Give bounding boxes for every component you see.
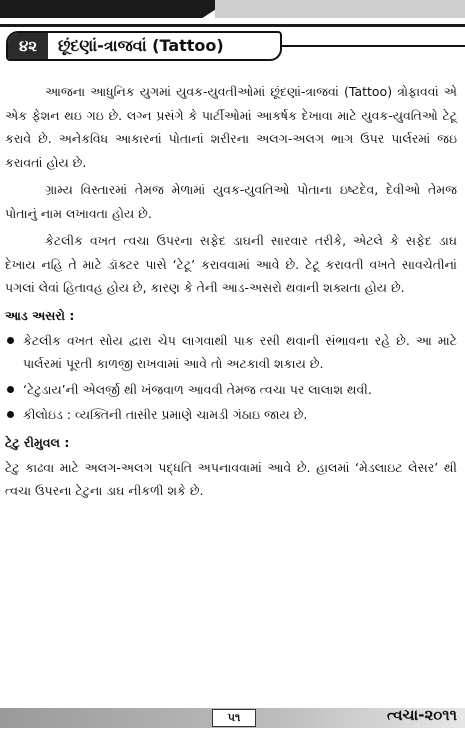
list-item-text: ‘ટેટુડાય’ની એલર્જી થી ખંજવાળ આવવી તેમજ ત્વચા પર લાલાશ થવી. <box>23 381 372 397</box>
paragraph-intro: આજના આધુનિક યુગમાં યુવક-યુવતીઓમાં છૂંદણાં-ત્રાજવાં (Tattoo) ત્રોફાવવાં એ એક ફેશન થઇ ગઇ છે. લગ્ન પ્રસંગે કે પાર્ટીઓમાં આકર્ષક દેખાવા માટે યુવક-યુવતિઓ ટેટૂ કરાવે છે. અનેકવિધ આકારનાં પોતાનાં શરીરના અલગ-અલગ ભાગ ઉપર પાર્લરમાં જઇ કરાવતાં હોય છે. <box>5 84 457 170</box>
chapter-header <box>6 31 282 61</box>
list-item <box>5 403 457 427</box>
header-divider <box>0 24 465 27</box>
list-item <box>5 329 457 376</box>
removal-heading: ટેટુ રીમુવલ : <box>5 434 70 450</box>
footer-brand: ત્વચા-૨૦૧૧ <box>386 706 457 724</box>
top-grey-stripe <box>215 0 465 18</box>
side-effects-heading: આડ અસરો : <box>5 307 75 323</box>
article-body <box>5 80 457 507</box>
page-number: ૫૧ <box>212 709 256 727</box>
paragraph-medical: કેટલીક વખત ત્વચા ઉપરના સફેદ ડાઘની સારવાર તરીકે, એટલે કે સફેદ ડાઘ દેખાય નહિ તે માટે ડૉક્ટર પાસે ‘ટેટૂ’ કરાવવામાં આવે છે. ટેટૂ કરાવતી વખતે સાવચેતીનાં પગલાં લેવાં હિતાવહ હોય છે, કારણ કે તેની આડ-અસરો થવાની શક્યતા હોય છે. <box>5 233 457 295</box>
list-item-text: કેટલીક વખત સોય દ્વારા ચેપ લાગવાથી પાક રસી થવાની સંભાવના રહે છે. આ માટે પાર્લરમાં પૂરતી કાળજી રાખવામાં આવે તો અટકાવી શકાય છે. <box>23 332 457 371</box>
list-item <box>5 378 457 402</box>
chapter-number: ૪૨ <box>8 33 48 59</box>
header-rule <box>282 45 465 47</box>
bullet-icon <box>7 411 14 418</box>
paragraph-rural: ગ્રામ્ય વિસ્તારમાં તેમજ મેળામાં યુવક-યુવતિઓ પોતાના ઇષ્ટદેવ, દેવીઓ તેમજ પોતાનું નામ લખાવતા હોય છે. <box>5 182 457 221</box>
top-decorative-band <box>0 0 465 18</box>
bullet-icon <box>7 337 14 344</box>
removal-paragraph: ટેટુ કાઢવા માટે અલગ-અલગ પદ્ધતિ અપનાવવામાં આવે છે. હાલમાં ‘મેડલાઇટ લેસર’ થી ત્વચા ઉપરના ટેટુના ડાઘ નીકળી શકે છે. <box>5 459 457 498</box>
page-title: છૂંદણાં-ત્રાજવાં (Tattoo) <box>58 36 224 55</box>
top-black-stripe <box>0 0 230 18</box>
list-item-text: કીલોઇડ : વ્યક્તિની તાસીર પ્રમાણે ચામડી ગંઠાઇ જાય છે. <box>23 407 308 422</box>
bullet-icon <box>7 386 14 393</box>
side-effects-list <box>5 329 457 427</box>
